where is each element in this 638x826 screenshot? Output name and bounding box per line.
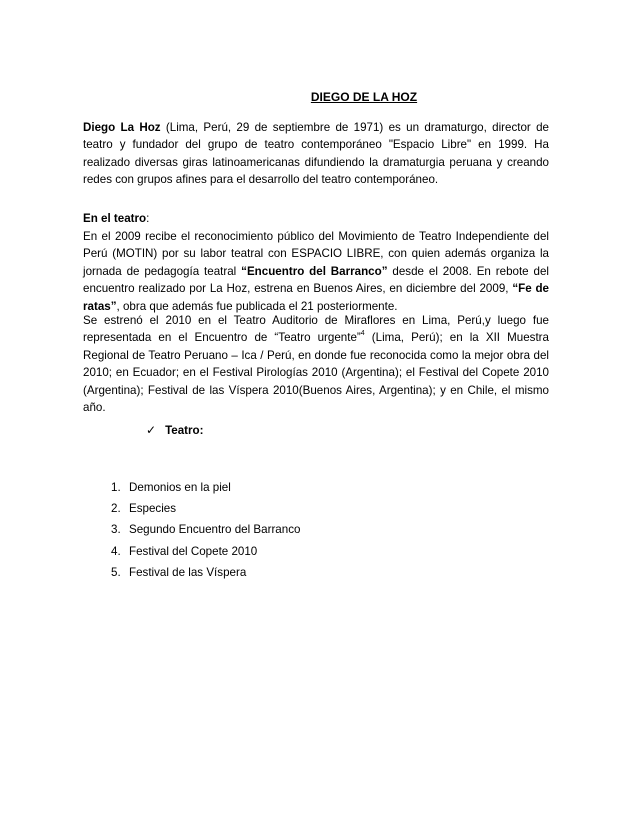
list-item [111, 521, 300, 542]
list-item [111, 543, 300, 564]
list-item-number: 2. [111, 502, 121, 516]
p2-bold-encuentro: “Encuentro del Barranco” [241, 264, 388, 278]
section-heading-colon: : [146, 212, 150, 225]
p3-text-2: (Lima, Perú); en la XII Muestra Regional de Teatro Peruano – Ica / Perú, en donde fue reconocida como la mejor obra del 2010; en Ecuador; en el Festival Pirologías 2010 (Argentina); el Festival del Copete 2010 (Argentina); Festival de las Víspera 2010(Buenos Aires, Argentina); y en Chile, el mismo año. [83, 331, 549, 415]
works-list [111, 479, 300, 585]
list-item-label: Especies [129, 502, 177, 516]
list-item-number: 5. [111, 565, 121, 579]
list-item [111, 479, 300, 500]
author-name: Diego La Hoz [83, 121, 161, 134]
p2-bold-fe-de-ratas: “Fe de ratas” [83, 282, 549, 313]
page-title: DIEGO DE LA HOZ [310, 90, 418, 104]
list-item-label: Demonios en la piel [129, 481, 231, 494]
p2-text-3: , obra que además fue publicada el 21 posteriormente. [116, 299, 398, 313]
list-item-label: Segundo Encuentro del Barranco [129, 523, 301, 537]
teatro-paragraph-1 [83, 228, 549, 315]
list-item-label: Festival de las Víspera [129, 565, 247, 579]
list-item [111, 500, 300, 521]
list-item-number: 3. [111, 523, 121, 537]
intro-text: (Lima, Perú, 29 de septiembre de 1971) es un dramaturgo, director de teatro y fundador del grupo de teatro contemporáneo "Espacio Libre" en 1999. Ha realizado diversas giras latinoamericanas difundiendo la dramaturgia peruana y creando redes con grupos afines para el desarrollo del teatro contemporáneo. [83, 121, 549, 187]
intro-paragraph [83, 119, 549, 189]
list-item [111, 564, 300, 585]
works-heading-label: Teatro: [165, 424, 204, 437]
p2-text-1: En el 2009 recibe el reconocimiento público del Movimiento de Teatro Independiente del Perú (MOTIN) por su labor teatral con ESPACIO LIBRE, con quien además organiza la jornada de pedagogía teatral [83, 230, 549, 278]
teatro-paragraph-2 [83, 312, 549, 416]
list-item-number: 4. [111, 544, 121, 558]
p2-text-2: desde el 2008. En rebote del encuentro realizado por La Hoz, estrena en Buenos Aires, en diciembre del 2009, [83, 264, 549, 296]
section-heading-teatro [83, 210, 149, 227]
p3-text-1: Se estrenó el 2010 en el Teatro Auditorio de Miraflores en Lima, Perú,y luego fue representada en el Encuentro de “Teatro urgente” [83, 314, 549, 345]
section-heading-label: En el teatro [83, 212, 147, 225]
footnote-ref: 4 [360, 330, 365, 338]
works-heading [146, 422, 204, 439]
check-icon: ✓ [146, 423, 157, 437]
list-item-label: Festival del Copete 2010 [129, 544, 258, 558]
list-item-number: 1. [111, 481, 121, 494]
